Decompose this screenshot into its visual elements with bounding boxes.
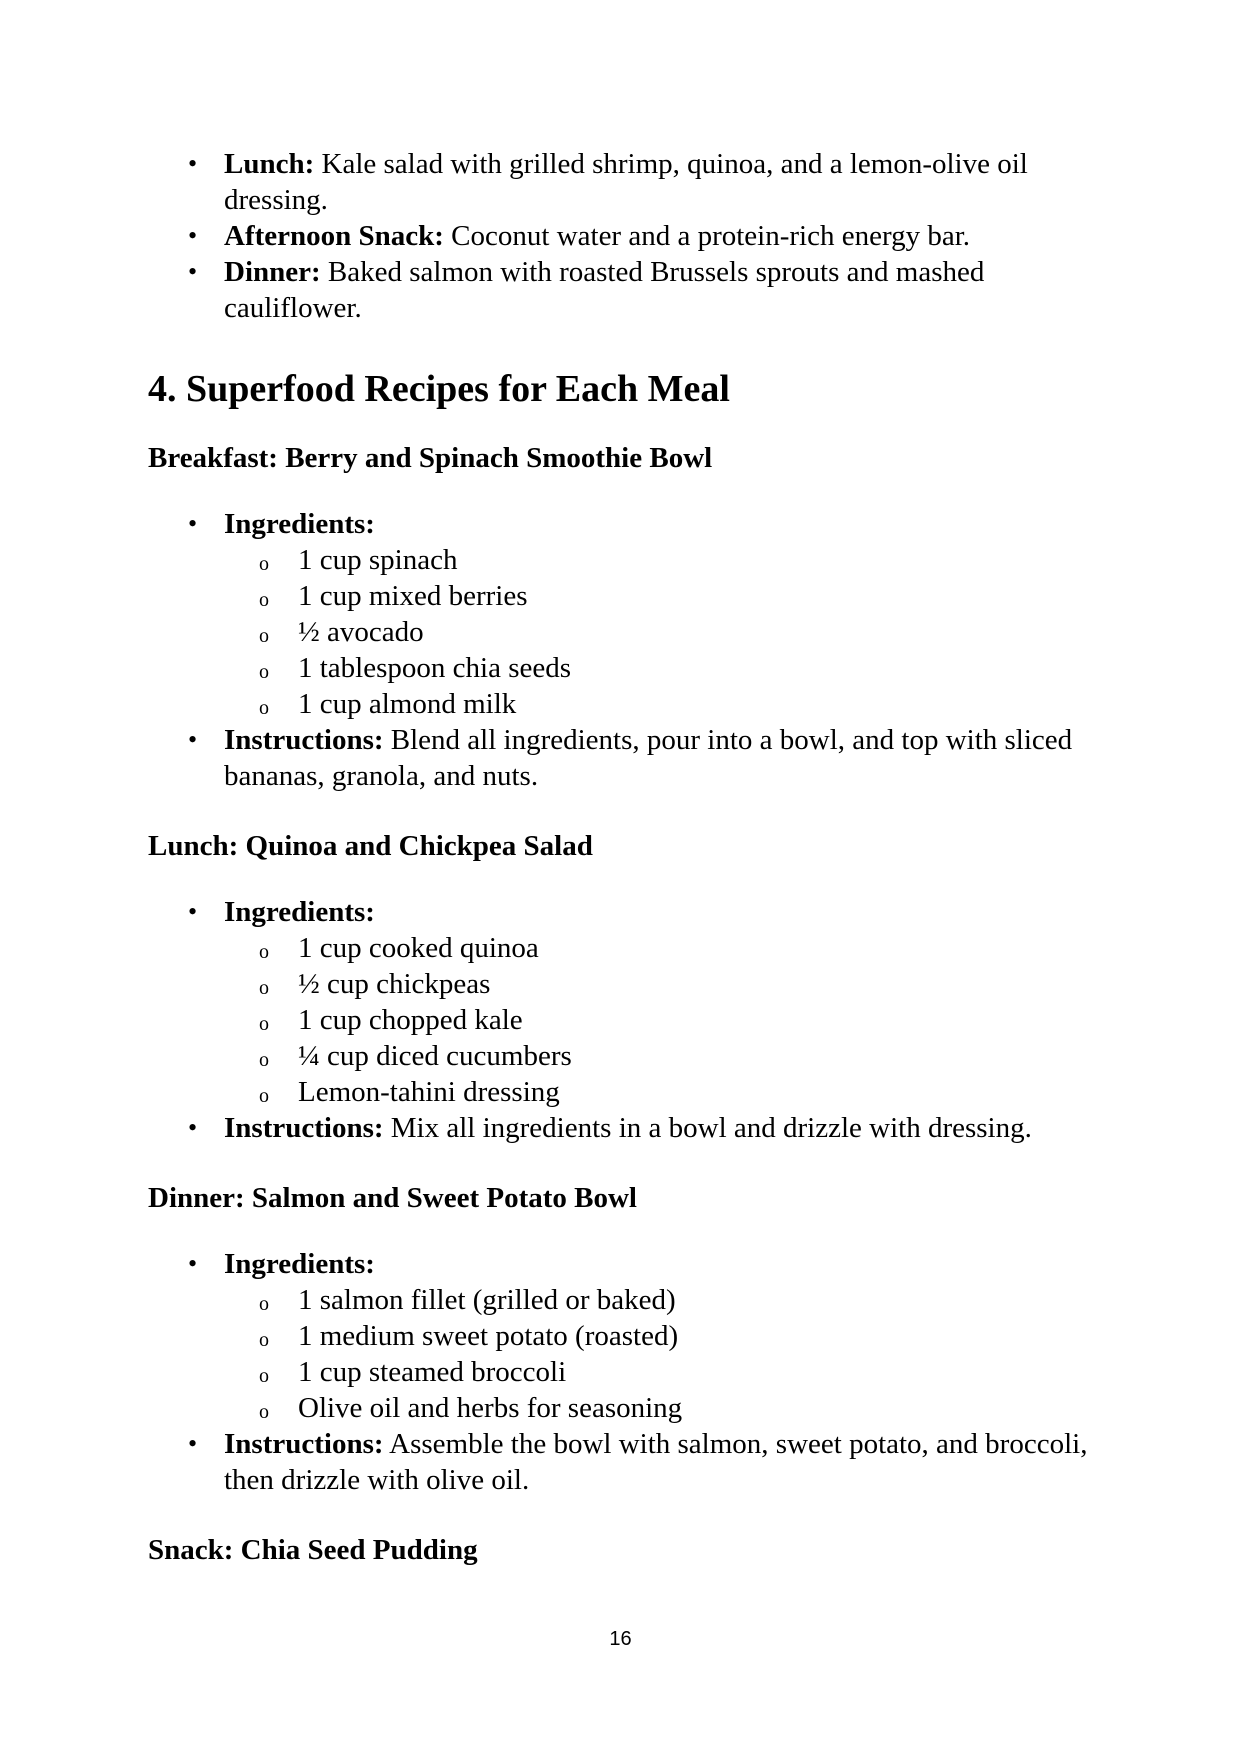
recipe-details-dinner <box>148 1246 1108 1498</box>
circle-bullet-icon: o <box>259 1401 269 1423</box>
bullet-icon: • <box>188 725 198 754</box>
ingredient-item <box>148 686 1108 722</box>
item-label: Afternoon Snack: <box>224 220 444 252</box>
bullet-icon: • <box>188 1429 198 1458</box>
circle-bullet-icon: o <box>259 1365 269 1387</box>
recipe-heading-lunch: Lunch: Quinoa and Chickpea Salad <box>148 830 593 862</box>
ingredient-list <box>148 1282 1108 1426</box>
ingredient-item <box>148 650 1108 686</box>
ingredients-label: Ingredients: <box>224 508 375 540</box>
ingredient-list <box>148 542 1108 722</box>
ingredients-item <box>148 894 1108 1110</box>
list-item <box>148 254 1108 326</box>
ingredient-text: 1 salmon fillet (grilled or baked) <box>298 1284 676 1316</box>
ingredient-text: 1 cup spinach <box>298 544 458 576</box>
ingredient-item <box>148 1390 1108 1426</box>
circle-bullet-icon: o <box>259 625 269 647</box>
ingredients-label: Ingredients: <box>224 896 375 928</box>
recipe-heading-snack: Snack: Chia Seed Pudding <box>148 1534 478 1566</box>
circle-bullet-icon: o <box>259 1013 269 1035</box>
bullet-icon: • <box>188 257 198 286</box>
circle-bullet-icon: o <box>259 941 269 963</box>
ingredient-text: Olive oil and herbs for seasoning <box>298 1392 683 1424</box>
circle-bullet-icon: o <box>259 661 269 683</box>
ingredient-item <box>148 578 1108 614</box>
ingredient-text: 1 cup mixed berries <box>298 580 528 612</box>
bullet-icon: • <box>188 1249 198 1278</box>
list-item <box>148 218 1108 254</box>
ingredient-item <box>148 1002 1108 1038</box>
item-text: Coconut water and a protein-rich energy bar. <box>443 220 971 252</box>
circle-bullet-icon: o <box>259 1293 269 1315</box>
section-heading: 4. Superfood Recipes for Each Meal <box>148 368 730 410</box>
bullet-icon: • <box>188 221 198 250</box>
circle-bullet-icon: o <box>259 553 269 575</box>
ingredient-item <box>148 966 1108 1002</box>
bullet-icon: • <box>188 1113 198 1142</box>
ingredient-item <box>148 1282 1108 1318</box>
ingredient-text: 1 tablespoon chia seeds <box>298 652 572 684</box>
ingredients-item <box>148 506 1108 722</box>
item-text: Baked salmon with roasted Brussels sprouts and mashed cauliflower. <box>224 256 985 324</box>
ingredient-text: 1 cup chopped kale <box>298 1004 523 1036</box>
ingredients-item <box>148 1246 1108 1426</box>
instructions-item <box>148 1426 1108 1498</box>
recipe-heading-breakfast: Breakfast: Berry and Spinach Smoothie Bowl <box>148 442 713 474</box>
circle-bullet-icon: o <box>259 977 269 999</box>
bullet-icon: • <box>188 509 198 538</box>
bullet-icon: • <box>188 897 198 926</box>
circle-bullet-icon: o <box>259 697 269 719</box>
ingredient-text: 1 cup almond milk <box>298 688 517 720</box>
ingredient-item <box>148 614 1108 650</box>
ingredient-item <box>148 930 1108 966</box>
instructions-text: Blend all ingredients, pour into a bowl, and top with sliced bananas, granola, and nuts. <box>224 724 1073 792</box>
item-text: Kale salad with grilled shrimp, quinoa, and a lemon-olive oil dressing. <box>224 148 1028 216</box>
bullet-icon: • <box>188 149 198 178</box>
instructions-text: Assemble the bowl with salmon, sweet potato, and broccoli, then drizzle with olive oil. <box>224 1428 1088 1496</box>
ingredient-item <box>148 542 1108 578</box>
ingredient-text: ½ avocado <box>298 616 424 648</box>
page-number: 16 <box>609 1628 632 1650</box>
instructions-text: Mix all ingredients in a bowl and drizzle with dressing. <box>383 1112 1032 1144</box>
ingredients-label: Ingredients: <box>224 1248 375 1280</box>
meal-plan-list <box>148 146 1108 326</box>
page-content <box>148 146 1108 1598</box>
ingredient-item <box>148 1318 1108 1354</box>
ingredient-text: Lemon-tahini dressing <box>298 1076 560 1108</box>
instructions-item <box>148 1110 1108 1146</box>
ingredient-text: 1 medium sweet potato (roasted) <box>298 1320 679 1352</box>
list-item <box>148 146 1108 218</box>
instructions-item <box>148 722 1108 794</box>
circle-bullet-icon: o <box>259 1329 269 1351</box>
instructions-label: Instructions: <box>224 1428 384 1460</box>
ingredient-item <box>148 1038 1108 1074</box>
ingredient-item <box>148 1354 1108 1390</box>
recipe-details-breakfast <box>148 506 1108 794</box>
ingredient-text: 1 cup steamed broccoli <box>298 1356 567 1388</box>
circle-bullet-icon: o <box>259 589 269 611</box>
recipe-heading-dinner: Dinner: Salmon and Sweet Potato Bowl <box>148 1182 637 1214</box>
instructions-label: Instructions: <box>224 724 384 756</box>
circle-bullet-icon: o <box>259 1085 269 1107</box>
instructions-label: Instructions: <box>224 1112 384 1144</box>
ingredient-list <box>148 930 1108 1110</box>
ingredient-text: ¼ cup diced cucumbers <box>298 1040 572 1072</box>
circle-bullet-icon: o <box>259 1049 269 1071</box>
item-label: Dinner: <box>224 256 321 288</box>
ingredient-item <box>148 1074 1108 1110</box>
ingredient-text: 1 cup cooked quinoa <box>298 932 539 964</box>
recipe-details-lunch <box>148 894 1108 1146</box>
item-label: Lunch: <box>224 148 315 180</box>
ingredient-text: ½ cup chickpeas <box>298 968 491 1000</box>
